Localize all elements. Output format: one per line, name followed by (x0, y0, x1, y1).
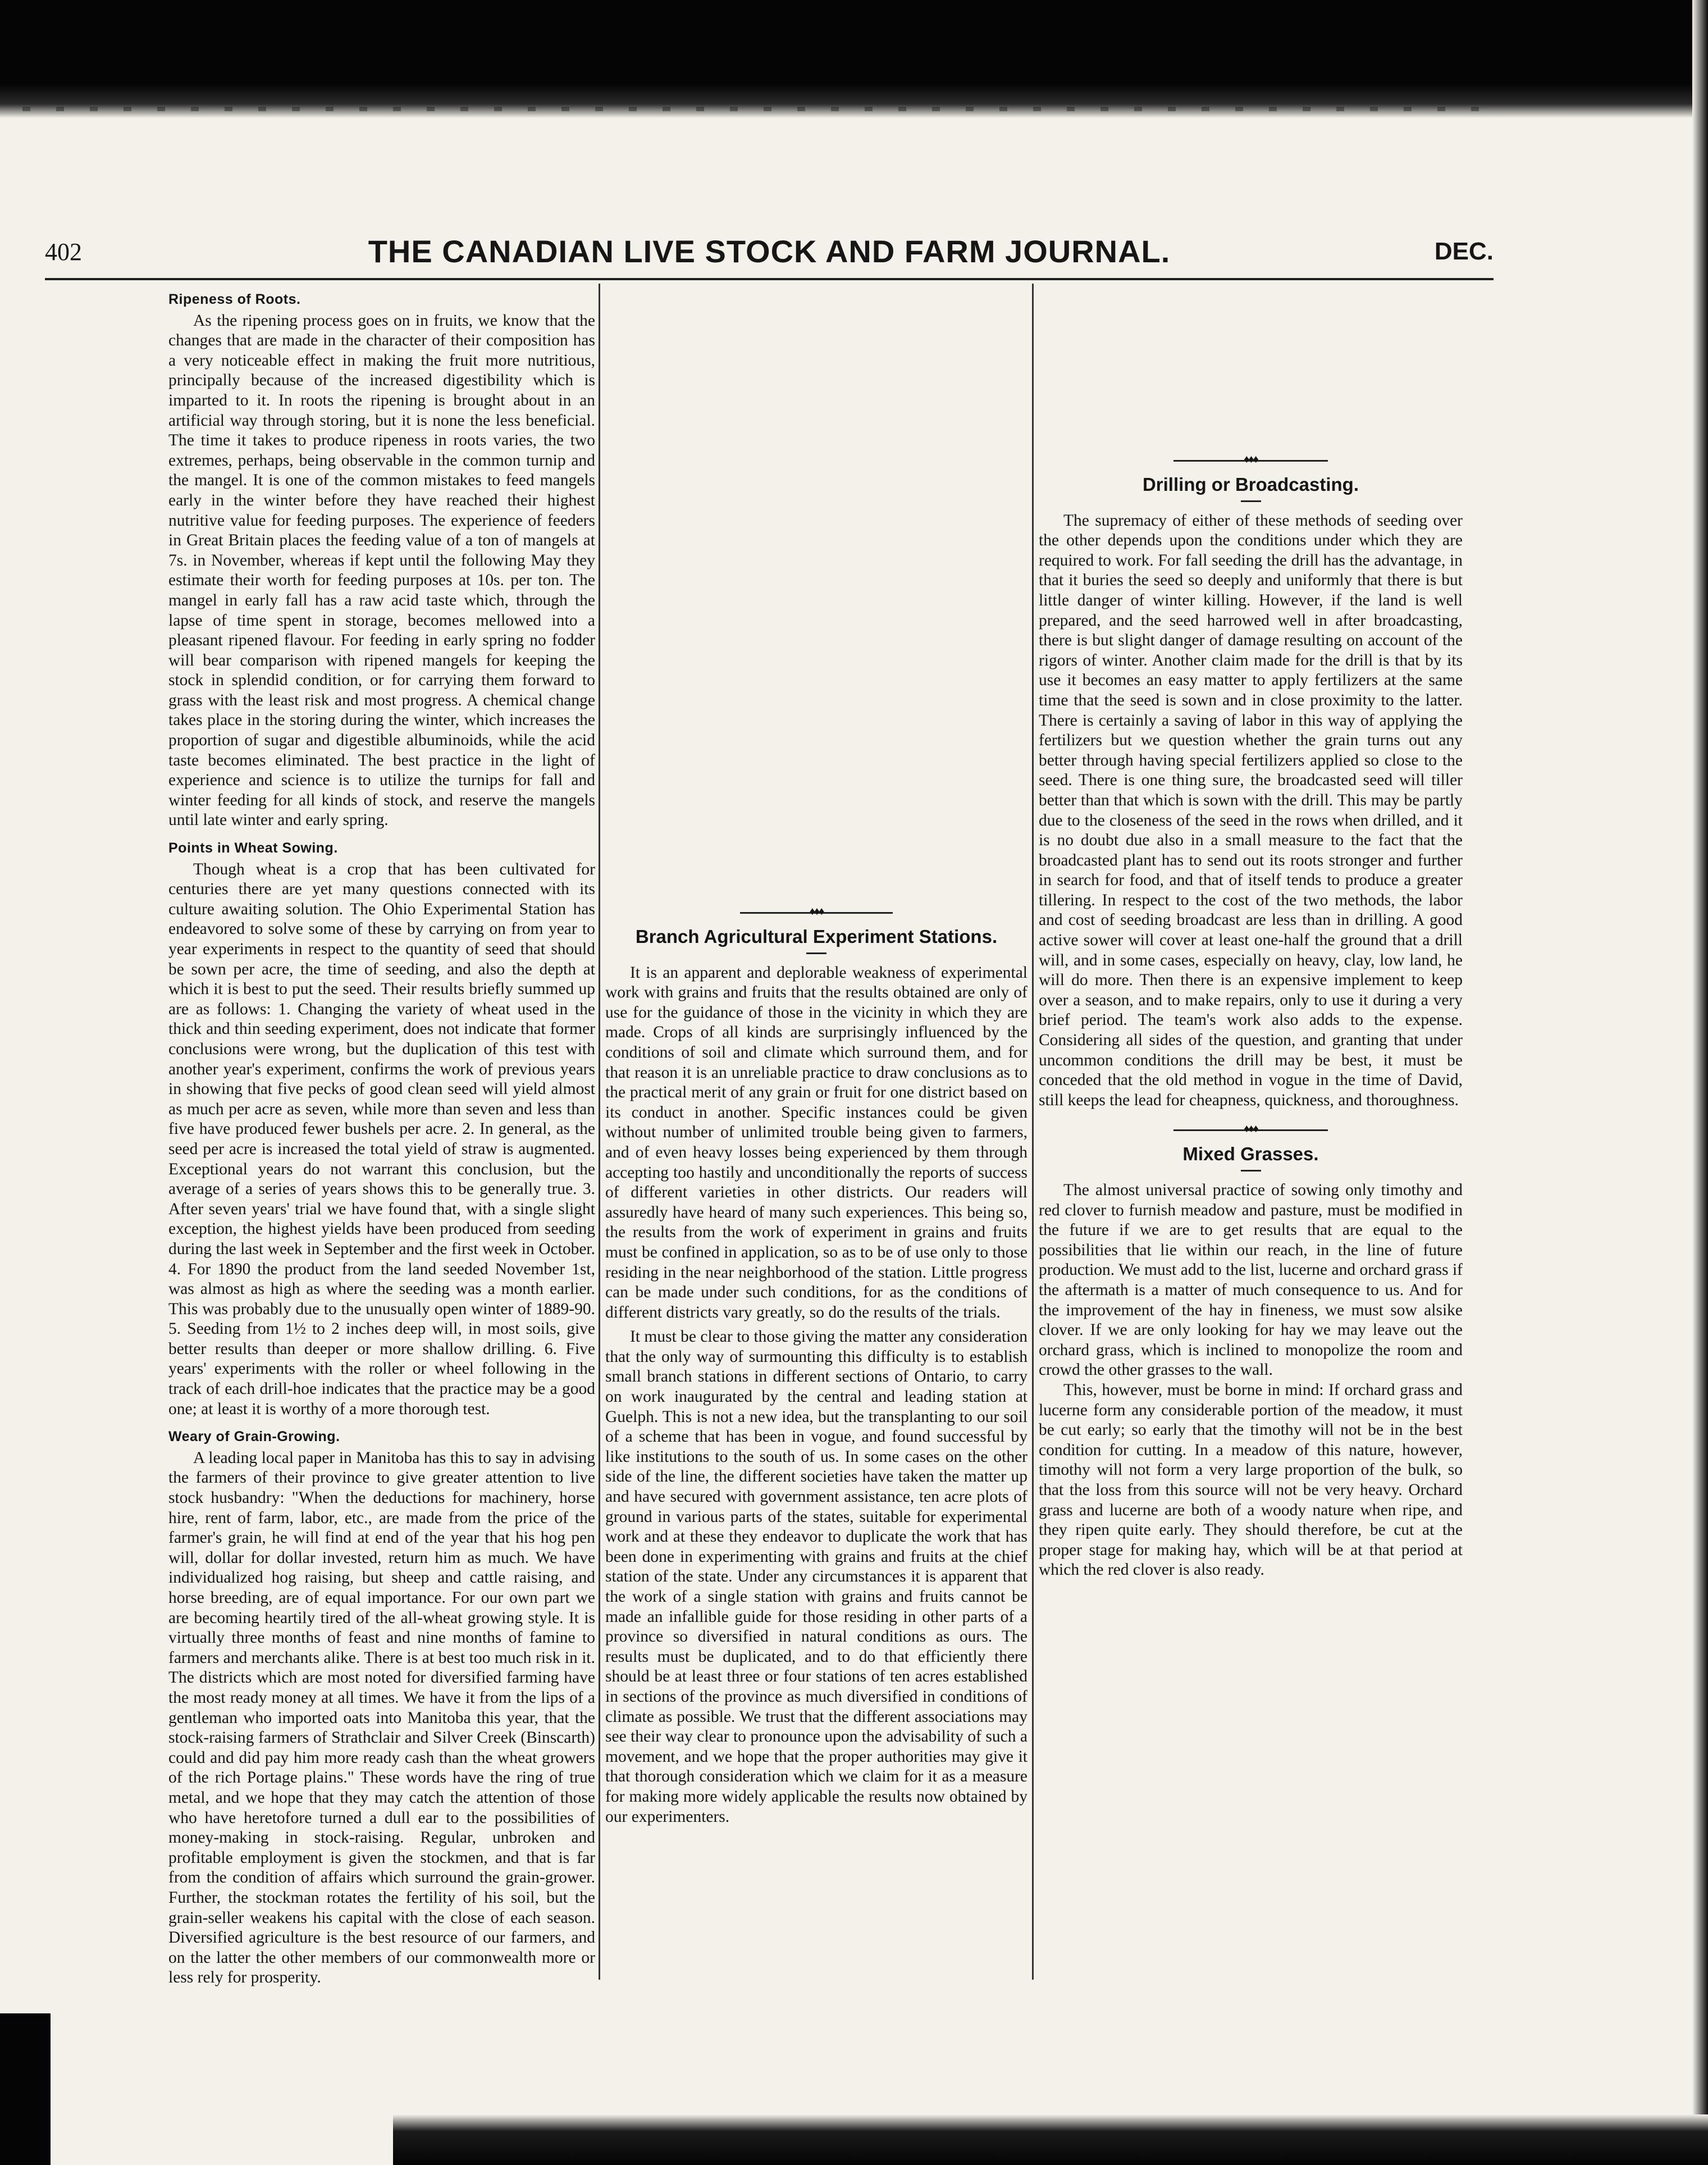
scan-top-border (0, 0, 1708, 118)
scan-speckle (22, 107, 1482, 111)
scan-corner-mark (0, 2013, 51, 2165)
article-title: Mixed Grasses. (1182, 1143, 1319, 1165)
scan-right-edge (1692, 0, 1708, 2165)
column-rule (1032, 284, 1034, 1980)
weary-continued (605, 286, 1027, 899)
column-middle (605, 286, 1027, 1977)
article-paragraph: It must be clear to those giving the matter any consideration that the only way of surmounting this difficulty is to establish small branch stations in different sections of Ontario, to carry on work inaugurated by the central and leading station at Guelph. This is not a new idea, but the transplanting to our soil of a scheme that has been in vogue, and found successful by like institutions to the south of us. In some cases on the other side of the line, the different societies have taken the matter up and have secured with government assistance, ten acre plots of ground in various parts of the states, suitable for experimental work and at these they endeavor to duplicate the work that has been done in experimenting with grains and fruits at the chief station of the state. Under any circumstances it is apparent that the work of a single station with grains and fruits cannot be made an infallible guide for those residing in other parts of a province so diversified in natural conditions as ours. The results must be duplicated, and to do that efficiently there should be at least three or four stations of ten acres established in sections of the province as much diversified in conditions of climate as possible. We trust that the different associations may see their way clear to pronounce upon the advisability of such a movement, and we hope that the proper authorities may give it that thorough consideration which we claim for it as a measure for making more widely applicable the results now obtained by our experimenters. (605, 1328, 1027, 1826)
column-right (1039, 286, 1463, 1977)
scan-bottom-border (393, 2114, 1708, 2165)
title-dash (806, 952, 826, 954)
article-paragraph: This, however, must be borne in mind: If orchard grass and lucerne form any considerable portion of the meadow, it must be cut early; so early that the timothy will not be in the best condition for cutting. In a meadow of this nature, however, timothy will not form a very large proportion of the bulk, so that the loss from this source will not be very heavy. Orchard grass and lucerne are both of a woody nature when ripe, and they ripen quite early. They should therefore, be cut at the proper stage for making hay, which will be at that period at which the red clover is also ready. (1039, 1380, 1463, 1579)
journal-title: THE CANADIAN LIVE STOCK AND FARM JOURNAL. (368, 234, 1171, 269)
article-paragraph: It is an apparent and deplorable weakness of experimental work with grains and fruits that the results obtained are only of use for the guidance of those in the vicinity in which they are made. Crops of all kinds are surprisingly influenced by the conditions of soil and climate which surround them, and for that reason it is an unreliable practice to draw conclusions as to the practical merit of any grain or fruit for one district based on its conduct in another. Specific instances could be given without number of unlimited trouble being given to farmers, and of even heavy losses being experienced by them through accepting too hastily and unconditionally the reports of success of different varieties in other districts. Our readers will assuredly have heard of many such experiences. This being so, the results from the work of experiment in grains and fruits must be confined in application, so as to be of use only to those residing in the near neighborhood of the station. Little progress can be made under such conditions, for as the conditions of different districts vary greatly, so do the results of the trials. (605, 963, 1027, 1321)
column-rule (599, 284, 600, 1980)
issue-month: DEC. (1434, 238, 1494, 265)
article-paragraph: As the ripening process goes on in fruits, we know that the changes that are made in the character of their composition has a very noticeable effect in making the fruit more nutritious, principally because of the increased digestibility which is imparted to it. In roots the ripening is brought about in an artificial way through storing, but it is none the less beneficial. The time it takes to produce ripeness in roots varies, the two extremes, perhaps, being observable in the common turnip and the mangel. It is one of the common mistakes to feed mangels early in the winter before they have reached their highest nutritive value for feeding purposes. The experience of feeders in Great Britain places the feeding value of a ton of mangels at 7s. in November, whereas if kept until the following May they estimate their worth for feeding purposes at 10s. per ton. The mangel in early fall has a raw acid taste which, through the lapse of time spent in storage, becomes mellowed into a pleasant ripened flavour. For feeding in early spring no fodder will bear comparison with ripened mangels for keeping the stock in splendid condition, or for carrying them forward to grass with the least risk and most progress. A chemical change takes place in the storing during the winter, which increases the proportion of sugar and digestible albuminoids, while the acid taste becomes eliminated. The best practice in the light of experience and science is to utilize the turnips for fall and winter feeding for all kinds of stock, and reserve the mangels until late winter and early spring. (168, 311, 595, 829)
title-dash (1241, 500, 1261, 502)
branch-continued (1039, 286, 1463, 446)
article-paragraph: The supremacy of either of these methods of seeding over the other depends upon the conditions under which they are required to work. For fall seeding the drill has the advantage, in that it buries the seed so deeply and uniformly that there is but little danger of winter killing. However, if the land is well prepared, and the seed harrowed well in after broadcasting, there is but slight danger of damage resulting on account of the rigors of winter. Another claim made for the drill is that by its use it becomes an easy matter to apply fertilizers at the same time that the seed is sown and in close proximity to the latter. There is certainly a saving of labor in this way of applying the fertilizers but we question whether the grain turns out any better through having special fertilizers applied so close to the seed. There is one thing sure, the broadcasted seed will tiller better than that which is sown with the drill. This may be partly due to the closeness of the seed in the rows when drilled, and it is no doubt due also in a small measure to the fact that the broadcasted plant has to send out its roots stronger and further in search for food, and that of itself tends to produce a greater tillering. In respect to the cost of the two methods, the labor and cost of seeding broadcast are less than in drilling. A good active sower will cover at least one-half the ground that a drill will, and in some cases, especially on heavy, clay, low land, he will do more. Then there is an expensive implement to keep over a season, and to make repairs, only to use it during a very brief period. The team's work also adds to the expense. Considering all sides of the question, and granting that under uncommon conditions the drill may be best, it must be conceded that the old method in vogue in the time of David, still keeps the lead for cheapness, quickness, and thoroughness. (1039, 511, 1463, 1109)
article-title: Drilling or Broadcasting. (1142, 474, 1359, 495)
section-separator (605, 899, 1027, 927)
column-left (168, 286, 595, 1987)
page-number: 402 (45, 238, 82, 266)
article-paragraph: Though wheat is a crop that has been cultivated for centuries there are yet many questions connected with its culture awaiting solution. The Ohio Experimental Station has endeavored to solve some of these by carrying on from year to year experiments in respect to the quantity of seed that should be sown per acre, the time of seeding, and also the depth at which it is best to put the seed. Their results briefly summed up are as follows: 1. Changing the variety of wheat used in the thick and thin seeding experiment, does not indicate that former conclusions were wrong, but the duplication of this test with another year's experiment, confirms the work of previous years in showing that five pecks of good clean seed will yield almost as much per acre as seven, while more than seven and less than five have produced fewer bushels per acre. 2. In general, as the seed per acre is increased the total yield of straw is augmented. Exceptional years do not warrant this conclusion, but the average of a series of years shows this to be generally true. 3. After seven years' trial we have found that, with a single slight exception, the highest yields have been produced from seeding during the last week in September and the first week in October. 4. For 1890 the product from the land seeded November 1st, was almost as high as where the seeding was a month earlier. This was probably due to the unusually open winter of 1889-90. 5. Seeding from 1½ to 2 inches deep will, in most soils, give better results than deeper or more shallow drilling. 6. Five years' experiments with the roller or wheel following in the track of each drill-hoe indicates that the practice may be a good one; at least it is worthy of a more thorough test. (168, 860, 595, 1418)
title-dash (1241, 1170, 1261, 1172)
article-paragraph: The almost universal practice of sowing only timothy and red clover to furnish meadow and pasture, must be modified in the future if we are to get results that are equal to the possibilities that lie within our reach, in the line of future production. We must add to the list, lucerne and orchard grass if the aftermath is a matter of much consequence to us. And for the improvement of the hay in fineness, we must sow alsike clover. If we are only looking for hay we may leave out the orchard grass, which is inclined to monopolize the room and crowd the other grasses to the wall. (1039, 1181, 1463, 1379)
article-title: Branch Agricultural Experiment Stations. (635, 926, 998, 947)
article-paragraph: A leading local paper in Manitoba has this to say in advising the farmers of their province to give greater attention to live stock husbandry: "When the deductions for machinery, horse hire, rent of farm, labor, etc., are made from the price of the farmer's grain, he will find at end of the year that his hog pen will, dollar for dollar invested, return him as much. We have individualized hog raising, but sheep and cattle raising, and horse breeding, are of equal importance. For our own part we are becoming heartily tired of the all-wheat growing style. It is virtually three months of feast and nine months of famine to farmers and merchants alike. There is at best too much risk in it. The districts which are most noted for diversified farming have the most ready money at all times. We have it from the lips of a gentleman who imported oats into Manitoba this year, that the stock-raising farmers of Strathclair and Silver Creek (Binscarth) could and did pay him more ready cash than the wheat growers of the rich Portage plains." These words have the ring of true metal, and we hope that they may catch the attention of those who have heretofore turned a dull ear to the possibilities of money-making in stock-raising. Regular, unbroken and profitable employment is given the stockmen, and that is far from the condition of affairs which surround the grain-grower. Further, the stockman rotates the fertility of his soil, but the grain-seller weakens his capital with the close of each season. Diversified agriculture is the best resource of our farmers, and on the latter the other members of our commonwealth more or less rely for prosperity. (168, 1448, 595, 1987)
article-title: Ripeness of Roots. (168, 291, 301, 307)
page-header (45, 233, 1494, 272)
section-separator (1039, 1116, 1463, 1144)
section-separator (1039, 446, 1463, 475)
article-title: Points in Wheat Sowing. (168, 840, 338, 856)
header-rule (45, 278, 1494, 280)
article-title: Weary of Grain-Growing. (168, 1429, 340, 1445)
